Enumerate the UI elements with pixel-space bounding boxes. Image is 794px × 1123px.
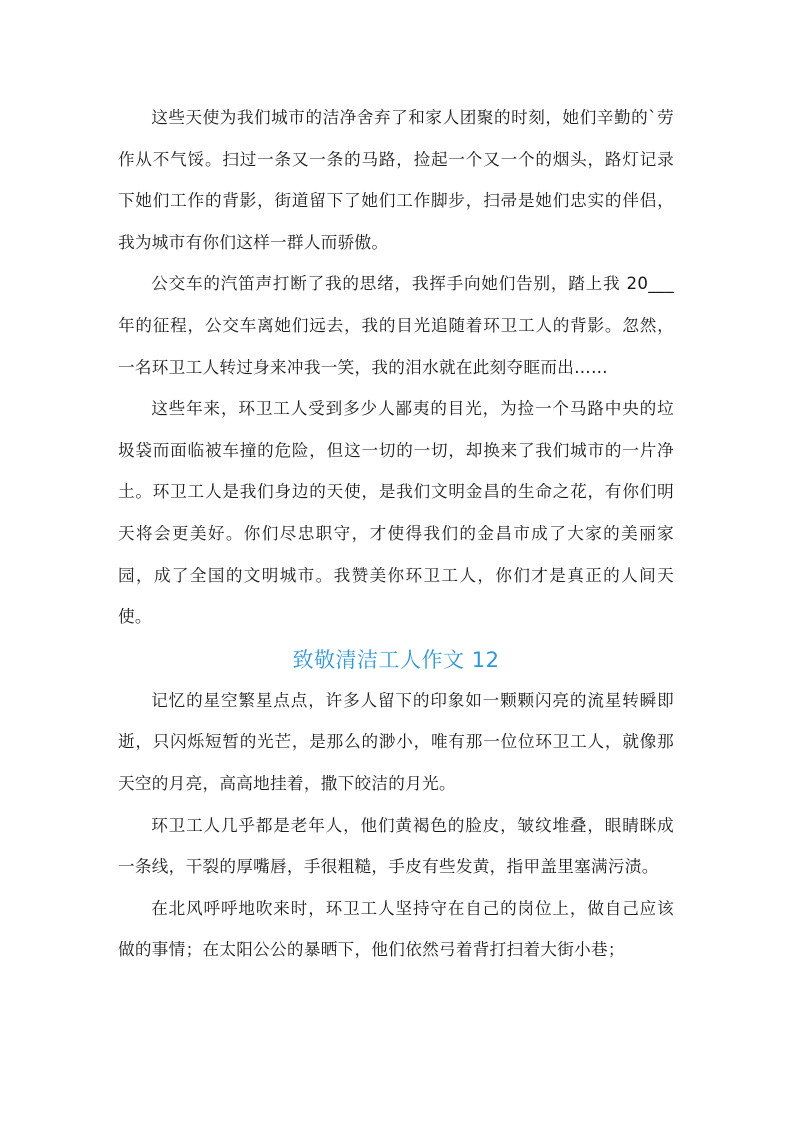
paragraph-praise-workers: 这些年来，环卫工人受到多少人鄙夷的目光，为捡一个马路中央的垃圾袋而面临被车撞的危险，但这一切的一切，却换来了我们城市的一片净土。环卫工人是我们身边的天使，是我们文明金昌的生命之花，有你们明天将会更美好。你们尽忠职守，才使得我们的金昌市成了大家的美丽家园，成了全国的文明城市。我赞美你环卫工人，你们才是真正的人间天使。 <box>118 399 674 627</box>
paragraph-weather-duty: 在北风呼呼地吹来时，环卫工人坚持守在自己的岗位上，做自己应该做的事情；在太阳公公的暴晒下，他们依然弓着背打扫着大街小巷； <box>118 898 674 960</box>
document-page <box>118 97 674 971</box>
paragraph-memory-stars: 记忆的星空繁星点点，许多人留下的印象如一颗颗闪亮的流星转瞬即逝，只闪烁短暂的光芒，是那么的渺小，唯有那一位位环卫工人，就像那天空的月亮，高高地挂着，撒下皎洁的月光。 <box>118 690 674 793</box>
paragraph-angels-devotion: 这些天使为我们城市的洁净舍弃了和家人团聚的时刻，她们辛勤的`劳作从不气馁。扫过一条又一条的马路，捡起一个又一个的烟头，路灯记录下她们工作的背影，街道留下了她们工作脚步，扫帚是她们忠实的伴侣，我为城市有你们这样一群人而骄傲。 <box>118 108 674 252</box>
paragraph-bus-farewell: 公交车的汽笛声打断了我的思绪，我挥手向她们告别，踏上我 20___年的征程，公交车离她们远去，我的目光追随着环卫工人的背影。忽然，一名环卫工人转过身来冲我一笑，我的泪水就在此刻夺眶而出…… <box>118 274 674 377</box>
essay-heading: 致敬清洁工人作文 12 <box>292 647 500 672</box>
paragraph-worker-appearance: 环卫工人几乎都是老年人，他们黄褐色的脸皮，皱纹堆叠，眼睛眯成一条线，干裂的厚嘴唇，手很粗糙，手皮有些发黄，指甲盖里塞满污渍。 <box>118 815 674 877</box>
